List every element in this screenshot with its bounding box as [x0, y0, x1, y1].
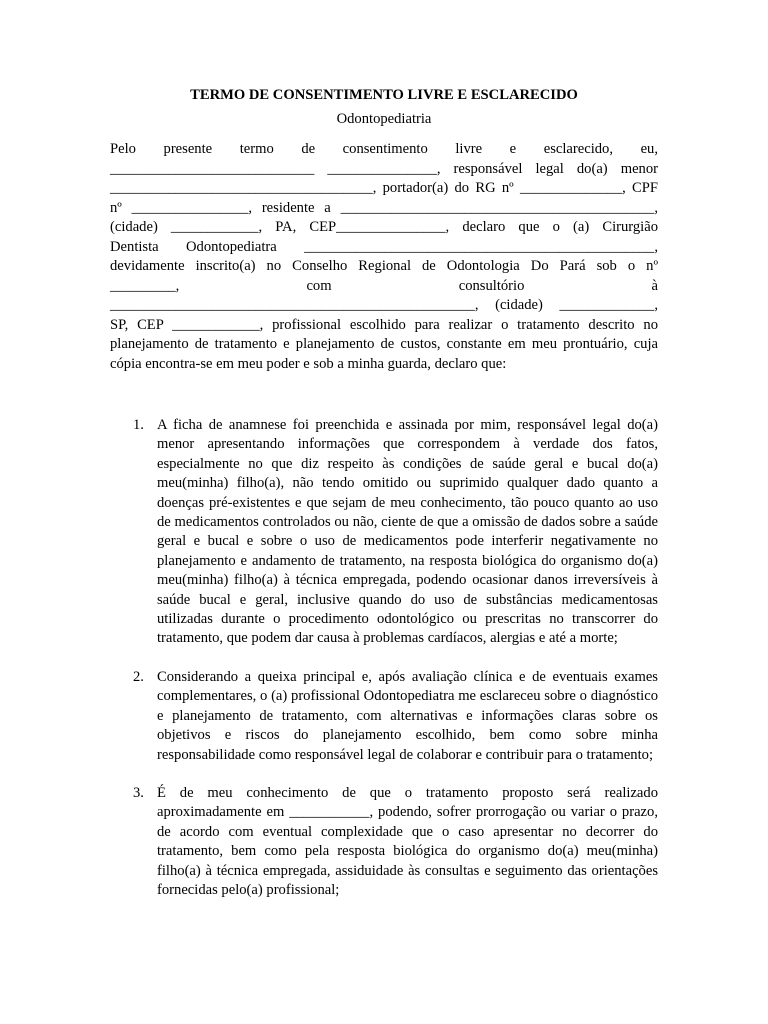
- list-item-text: A ficha de anamnese foi preenchida e assinada por mim, responsável legal do(a) menor apresentando informações que correspondem à verdade dos fatos, especialmente no que diz respeito às condições de saúde geral e bucal do(a) meu(minha) filho(a), não tendo omitido ou suprimido qualquer dado quanto a doenças pré-existentes e que sejam de meu conhecimento, tão pouco quanto ao uso de medicamentos controlados ou não, ciente de que a omissão de dados sobre a saúde geral e bucal e sobre o uso de medicamentos pode interferir negativamente no planejamento e andamento de tratamento, na resposta biológica do organismo do(a) meu(minha) filho(a) à técnica empregada, podendo ocasionar danos irreversíveis à saúde bucal e geral, inclusive quando do uso de substâncias medicamentosas utilizadas durante o procedimento odontológico ou prescritas no transcorrer do tratamento, que podem dar causa à problemas cardíacos, alergias e até a morte;: [157, 417, 658, 647]
- declaration-list: [110, 416, 658, 900]
- intro-line: _________, com consultório à: [110, 277, 658, 294]
- intro-paragraph: [110, 140, 658, 374]
- intro-line: (cidade) ____________, PA, CEP_______________, declaro que o (a) Cirurgião: [110, 219, 658, 235]
- document-title: TERMO DE CONSENTIMENTO LIVRE E ESCLARECIDO: [190, 87, 578, 103]
- intro-line: ____________________________________, portador(a) do RG nº ______________, CPF: [110, 180, 658, 196]
- intro-line: planejamento de tratamento e planejamento de custos, constante em meu prontuário, cuja: [110, 336, 658, 352]
- list-item-number: 3.: [133, 784, 144, 801]
- intro-line: devidamente inscrito(a) no Conselho Regional de Odontologia Do Pará sob o nº: [110, 258, 658, 274]
- list-item: [110, 416, 658, 649]
- document-subtitle: Odontopediatria: [336, 111, 432, 127]
- list-item-number: 1.: [133, 417, 144, 433]
- list-item: [110, 784, 658, 900]
- intro-line: Pelo presente termo de consentimento livre e esclarecido, eu,: [110, 141, 658, 157]
- intro-line: Dentista Odontopediatra ________________________________________________,: [110, 238, 658, 255]
- intro-line: SP, CEP ____________, profissional escolhido para realizar o tratamento descrito no: [110, 316, 658, 333]
- intro-line: __________________________________________________, (cidade) _____________,: [110, 297, 658, 313]
- list-item-text: Considerando a queixa principal e, após avaliação clínica e de eventuais exames complementares, o (a) profissional Odontopediatra me esclareceu sobre o diagnóstico e planejamento de tratamento, com alternativas e informações claras sobre os objetivos e riscos do planejamento escolhido, bem como sobre minha responsabilidade como responsável legal de colaborar e contribuir para o tratamento;: [157, 668, 658, 763]
- list-item-number: 2.: [133, 668, 144, 685]
- intro-line: nº ________________, residente a ___________________________________________,: [110, 199, 658, 216]
- list-item: [110, 668, 658, 765]
- intro-line: ____________________________ _______________, responsável legal do(a) menor: [110, 160, 658, 177]
- intro-line: cópia encontra-se em meu poder e sob a minha guarda, declaro que:: [110, 355, 507, 372]
- list-item-text: É de meu conhecimento de que o tratamento proposto será realizado aproximadamente em ___________, podendo, sofrer prorrogação ou variar o prazo, de acordo com eventual complexidade que o caso apresentar no decorrer do tratamento, bem como pela resposta biológica do organismo do(a) meu(minha) filho(a) à técnica empregada, assiduidade às consultas e seguimento das orientações fornecidas pelo(a) profissional;: [157, 784, 658, 898]
